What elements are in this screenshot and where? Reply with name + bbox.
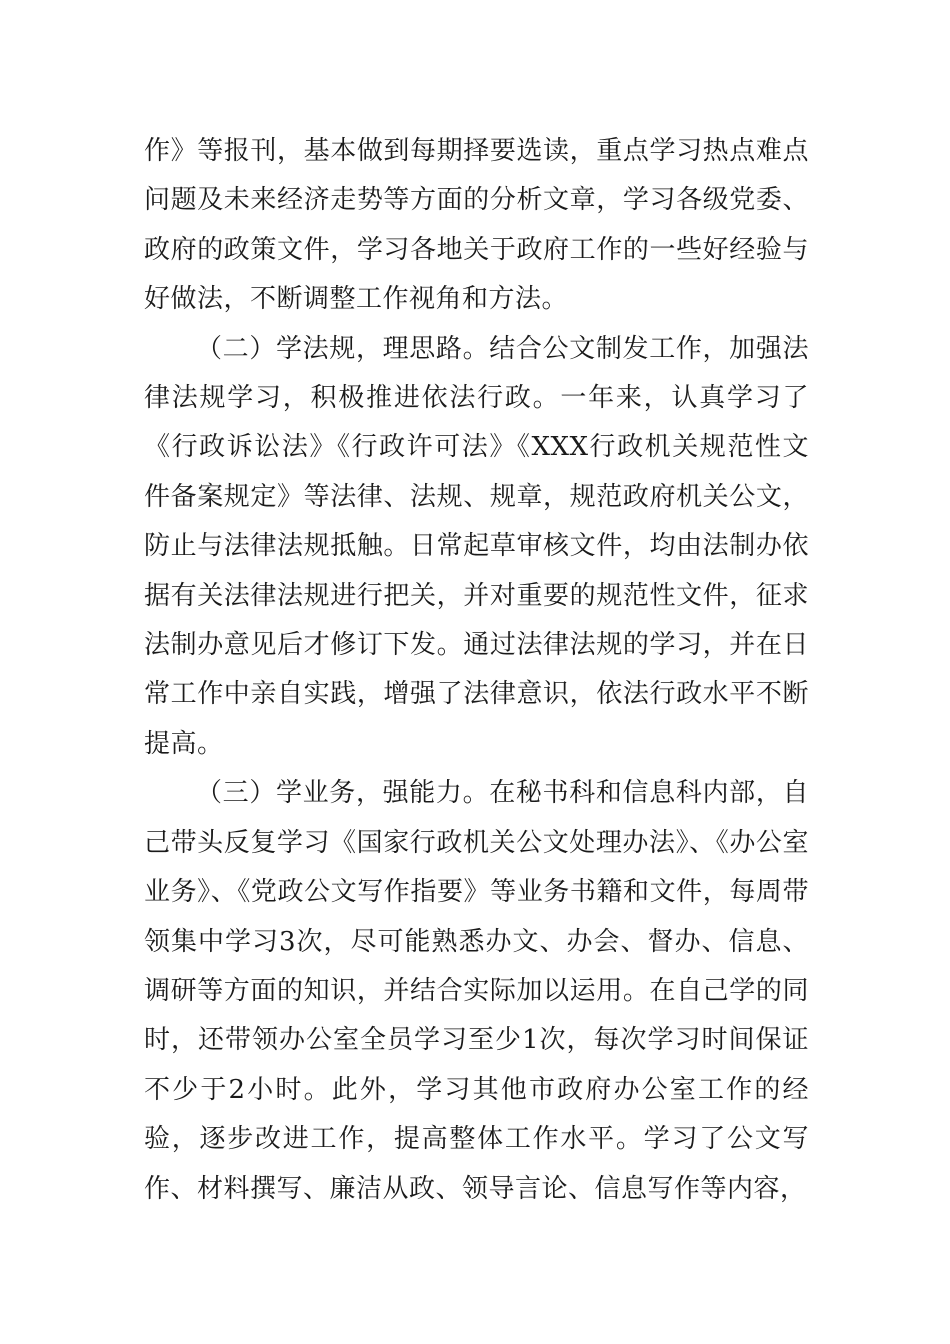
- paragraph-continuation: 作》等报刊，基本做到每期择要选读，重点学习热点难点问题及未来经济走势等方面的分析文章，学习各级党委、政府的政策文件，学习各地关于政府工作的一些好经验与好做法，不断调整工作视角和方法。: [144, 136, 809, 315]
- paragraph-section-3: （三）学业务，强能力。在秘书科和信息科内部，自己带头反复学习《国家行政机关公文处理办法》、《办公室业务》、《党政公文写作指要》等业务书籍和文件，每周带领集中学习3次，尽可能熟悉办文、办会、督办、信息、调研等方面的知识，并结合实际加以运用。在自己学的同时，还带领办公室全员学习至少1次，每次学习时间保证不少于2小时。此外，学习其他市政府办公室工作的经验，逐步改进工作，提高整体工作水平。学习了公文写作、材料撰写、廉洁从政、领导言论、信息写作等内容，: [144, 778, 809, 1204]
- document-body: [144, 127, 809, 1214]
- paragraph-section-2: （二）学法规，理思路。结合公文制发工作，加强法律法规学习，积极推进依法行政。一年来，认真学习了《行政诉讼法》《行政许可法》《XXX行政机关规范性文件备案规定》等法律、法规、规章，规范政府机关公文，防止与法律法规抵触。日常起草审核文件，均由法制办依据有关法律法规进行把关，并对重要的规范性文件，征求法制办意见后才修订下发。通过法律法规的学习，并在日常工作中亲自实践，增强了法律意识，依法行政水平不断提高。: [144, 333, 809, 759]
